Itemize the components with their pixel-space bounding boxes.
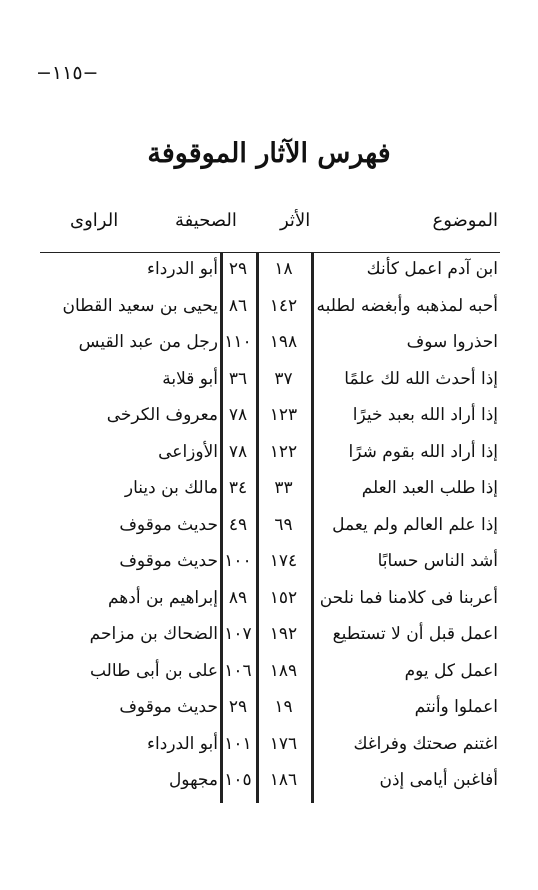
narrator-cell: على بن أبى طالب — [89, 660, 218, 681]
table-row — [0, 582, 538, 619]
page-number-cell: ١٠٧ — [224, 624, 252, 644]
topic-cell: ابن آدم اعمل كأنك — [366, 259, 498, 279]
topic-cell: اعملوا وأنتم — [414, 697, 498, 717]
table-row — [0, 326, 538, 363]
table-row — [0, 764, 538, 801]
topic-cell: إذا أراد الله بعبد خيرًا — [352, 405, 498, 425]
table-row — [0, 545, 538, 582]
page-number-cell: ٨٩ — [228, 587, 248, 608]
narrator-cell: حديث موقوف — [119, 514, 218, 535]
narrator-cell: حديث موقوف — [119, 551, 218, 571]
page-number: −١١٥− — [36, 62, 99, 84]
athar-number-cell: ٦٩ — [274, 514, 293, 535]
athar-number-cell: ١٨٩ — [269, 660, 298, 681]
page-number-cell: ٢٩ — [228, 259, 248, 279]
index-table-body — [0, 253, 538, 801]
topic-cell: أشد الناس حسابًا — [377, 551, 498, 571]
page-number-cell: ٧٨ — [228, 405, 248, 425]
narrator-cell: أبو قلابة — [162, 368, 218, 389]
table-row — [0, 290, 538, 327]
page-number-cell: ١٠٠ — [224, 551, 252, 571]
topic-cell: إذا أحدث الله لك علمًا — [344, 368, 498, 389]
narrator-cell: الأوزاعى — [158, 441, 218, 462]
topic-cell: أعربنا فى كلامنا فما نلحن — [319, 587, 498, 608]
topic-cell: إذا علم العالم ولم يعمل — [332, 514, 498, 535]
athar-number-cell: ٣٣ — [274, 478, 293, 498]
page-number-cell: ١٠٦ — [224, 660, 252, 681]
page-number-cell: ٨٦ — [228, 295, 248, 316]
narrator-cell: مالك بن دينار — [124, 478, 218, 498]
table-row — [0, 253, 538, 290]
column-header-topic: الموضوع — [432, 210, 498, 231]
table-row — [0, 472, 538, 509]
narrator-cell: أبو الدرداء — [147, 733, 218, 754]
table-row — [0, 399, 538, 436]
table-row — [0, 618, 538, 655]
topic-cell: اغتنم صحتك وفراغك — [353, 733, 498, 754]
page-title: فهرس الآثار الموقوفة — [147, 138, 391, 169]
page-number-cell: ٣٦ — [228, 368, 248, 389]
narrator-cell: مجهول — [168, 770, 218, 790]
topic-cell: أحبه لمذهبه وأبغضه لطلبه — [316, 295, 498, 316]
table-row — [0, 728, 538, 765]
athar-number-cell: ١٧٤ — [269, 551, 298, 571]
narrator-cell: الضحاك بن مزاحم — [89, 624, 218, 644]
narrator-cell: حديث موقوف — [119, 697, 218, 717]
table-row — [0, 436, 538, 473]
table-row — [0, 509, 538, 546]
narrator-cell: إبراهيم بن أدهم — [107, 587, 218, 608]
topic-cell: إذا أراد الله بقوم شرًا — [348, 441, 498, 462]
page-number-cell: ٢٩ — [228, 697, 248, 717]
athar-number-cell: ١٩ — [274, 697, 293, 717]
athar-number-cell: ١٨ — [274, 259, 293, 279]
page-number-cell: ١١٠ — [224, 332, 252, 352]
narrator-cell: أبو الدرداء — [147, 259, 218, 279]
athar-number-cell: ١٥٢ — [269, 587, 298, 608]
topic-cell: احذروا سوف — [406, 332, 498, 352]
column-header-page: الصحيفة — [175, 210, 237, 231]
narrator-cell: معروف الكرخى — [106, 405, 218, 425]
column-header-athar: الأثر — [280, 210, 311, 231]
athar-number-cell: ١٤٢ — [269, 295, 298, 316]
topic-cell: أفاغبن أيامى إذن — [379, 770, 498, 790]
topic-cell: اعمل كل يوم — [404, 660, 498, 681]
athar-number-cell: ١٢٣ — [269, 405, 298, 425]
athar-number-cell: ١٧٦ — [269, 733, 298, 754]
page-number-cell: ٤٩ — [228, 514, 248, 535]
topic-cell: إذا طلب العبد العلم — [361, 478, 498, 498]
athar-number-cell: ١٢٢ — [269, 441, 298, 462]
athar-number-cell: ١٩٢ — [269, 624, 298, 644]
table-row — [0, 691, 538, 728]
athar-number-cell: ١٩٨ — [269, 332, 298, 352]
page-number-cell: ٣٤ — [228, 478, 248, 498]
narrator-cell: رجل من عبد القيس — [78, 332, 218, 352]
table-row — [0, 363, 538, 400]
table-row — [0, 655, 538, 692]
athar-number-cell: ٣٧ — [274, 368, 293, 389]
page-number-cell: ١٠١ — [224, 733, 252, 754]
narrator-cell: يحيى بن سعيد القطان — [62, 295, 218, 316]
athar-number-cell: ١٨٦ — [269, 770, 298, 790]
topic-cell: اعمل قبل أن لا تستطيع — [332, 624, 498, 644]
column-header-rawi: الراوى — [70, 210, 119, 231]
page-number-cell: ١٠٥ — [224, 770, 252, 790]
page-number-cell: ٧٨ — [228, 441, 248, 462]
